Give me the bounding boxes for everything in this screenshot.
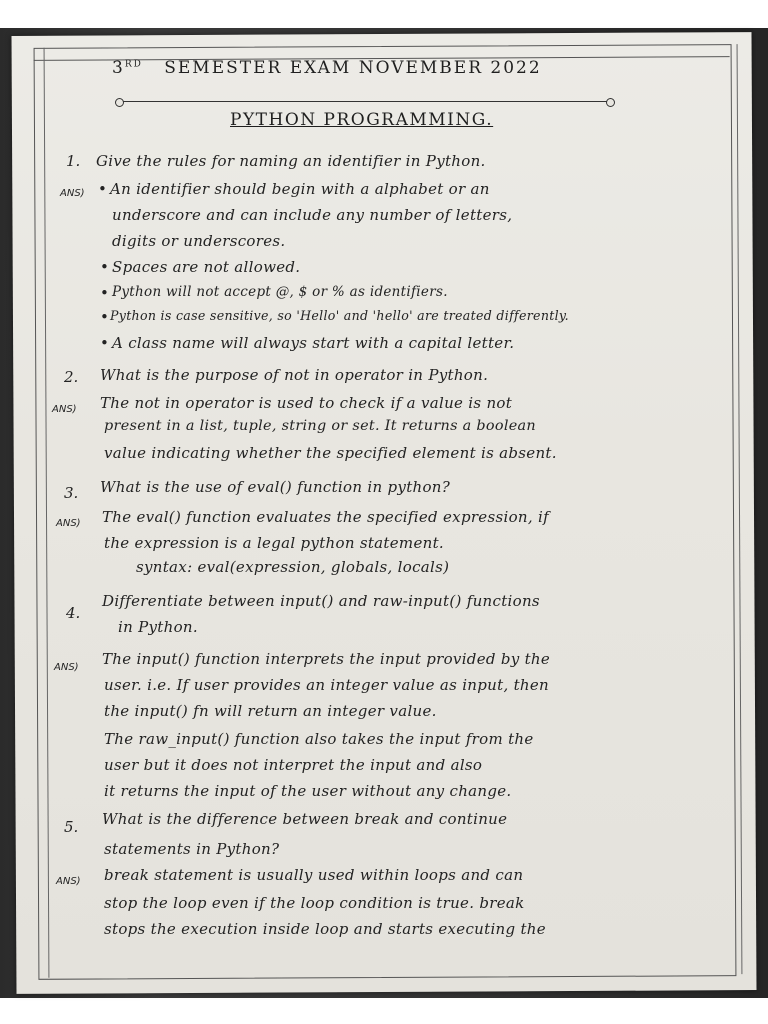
answer-text: user. i.e. If user provides an integer value as input, then [104, 676, 550, 694]
answer-text: The raw_input() function also takes the input from the [104, 730, 534, 748]
bullet-dot: • [100, 308, 109, 326]
title-ordinal: 3 [112, 58, 125, 78]
answer-label: ANS) [60, 188, 85, 199]
question-text: statements in Python? [104, 840, 280, 858]
answer-text: break statement is usually used within loops and can [104, 866, 524, 884]
decoration-knob-right [606, 98, 615, 107]
answer-label: ANS) [52, 404, 77, 415]
answer-label: ANS) [54, 662, 79, 673]
bullet-dot: • [98, 180, 107, 198]
page-border-inner-right [737, 44, 743, 974]
answer-text: The eval() function evaluates the specified expression, if [102, 508, 549, 526]
answer-label: ANS) [56, 876, 81, 887]
answer-text: digits or underscores. [112, 232, 286, 250]
question-text: in Python. [118, 618, 198, 636]
answer-text: A class name will always start with a capital letter. [112, 334, 515, 352]
answer-text: An identifier should begin with a alphabet or an [110, 180, 490, 198]
answer-text: Python is case sensitive, so 'Hello' and 'hello' are treated differently. [110, 308, 569, 323]
question-text: Differentiate between input() and raw-input() functions [102, 592, 540, 610]
bullet-dot: • [100, 334, 109, 352]
question-number: 4. [66, 604, 81, 622]
title-ordinal-suffix: RD [124, 59, 143, 70]
question-text: What is the difference between break and continue [102, 810, 508, 828]
exam-title [112, 58, 612, 78]
title-decoration [115, 98, 615, 106]
question-number: 2. [64, 368, 79, 386]
answer-text: The input() function interprets the input provided by the [102, 650, 551, 668]
question-text: What is the purpose of not in operator in Python. [100, 366, 489, 384]
question-text: Give the rules for naming an identifier in Python. [96, 152, 486, 170]
answer-text: syntax: eval(expression, globals, locals) [136, 558, 450, 576]
answer-text: underscore and can include any number of letters, [112, 206, 513, 224]
answer-text: the expression is a legal python statement. [104, 534, 444, 552]
question-number: 5. [64, 818, 79, 836]
question-number: 3. [64, 484, 79, 502]
answer-text: value indicating whether the specified element is absent. [104, 444, 557, 462]
answer-text: Python will not accept @, $ or % as identifiers. [112, 284, 448, 300]
question-text: What is the use of eval() function in python? [100, 478, 451, 496]
bullet-dot: • [100, 258, 109, 276]
answer-text: stop the loop even if the loop condition is true. break [104, 894, 525, 912]
decoration-rod [123, 101, 607, 102]
answer-text: stops the execution inside loop and starts executing the [104, 920, 546, 938]
answer-text: it returns the input of the user without any change. [104, 782, 512, 800]
decoration-knob-left [115, 98, 124, 107]
bullet-dot: • [100, 284, 109, 302]
page-subtitle: PYTHON PROGRAMMING. [230, 110, 494, 130]
answer-text: The not in operator is used to check if a value is not [100, 394, 513, 412]
answer-text: the input() fn will return an integer value. [104, 702, 437, 720]
answer-text: Spaces are not allowed. [112, 258, 301, 276]
answer-text: present in a list, tuple, string or set. It returns a boolean [104, 418, 536, 434]
answer-text: user but it does not interpret the input and also [104, 756, 483, 774]
answer-label: ANS) [56, 518, 81, 529]
question-number: 1. [66, 152, 81, 170]
title-text: SEMESTER EXAM NOVEMBER 2022 [164, 58, 542, 78]
